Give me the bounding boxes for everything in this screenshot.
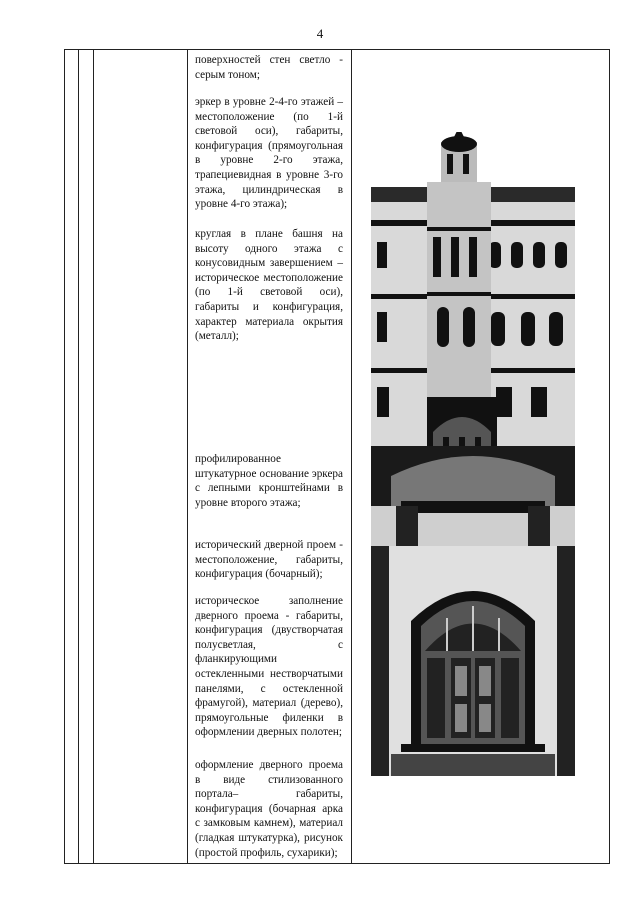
document-table: [64, 49, 610, 864]
paragraph-bay-base: профилированное штукатурное основание эркера с лепными кронштейнами в уровне второго этажа;: [195, 453, 343, 509]
paragraph-wall-color: поверхностей стен светло - серым тоном;: [195, 54, 343, 81]
arched-doorway-photo: [371, 446, 575, 776]
paragraph-door-filling: историческое заполнение дверного проема - габариты, конфигурация (двустворчатая полусветлая, с фланкирующими остекленными нестворчатыми панелями, с остекленной фрамугой), материал (дерево), прямоугольные филенки в оформлении дверных полотен;: [195, 595, 343, 739]
paragraph-round-tower: круглая в плане башня на высоту одного этажа с конусовидным завершением – историческое местоположение (по 1-й световой оси), габариты и конфигурация, характер материала окрытия (металл);: [195, 228, 343, 343]
paragraph-bay-window: эркер в уровне 2-4-го этажей – местоположение (по 1-й световой оси), габариты, конфигурация (прямоугольная в уровне 2-го этажа, трапециевидная в уровне 3-го этажа, цилиндрическая в уровне 4-го этажа);: [195, 96, 343, 211]
column-divider-3: [187, 50, 188, 863]
building-tower-photo: [371, 132, 575, 482]
paragraph-door-portal: оформление дверного проема в виде стилизованного портала– габариты, конфигурация (бочарная арка с замковым камнем), материал (гладкая штукатурка), рисунок (простой профиль, сухарики);: [195, 759, 343, 859]
paragraph-door-opening: исторический дверной проем - местоположение, габариты, конфигурация (бочарный);: [195, 539, 343, 581]
page-number: 4: [316, 26, 324, 41]
column-divider-2: [93, 50, 94, 863]
column-divider-4: [351, 50, 352, 863]
column-divider-1: [78, 50, 79, 863]
